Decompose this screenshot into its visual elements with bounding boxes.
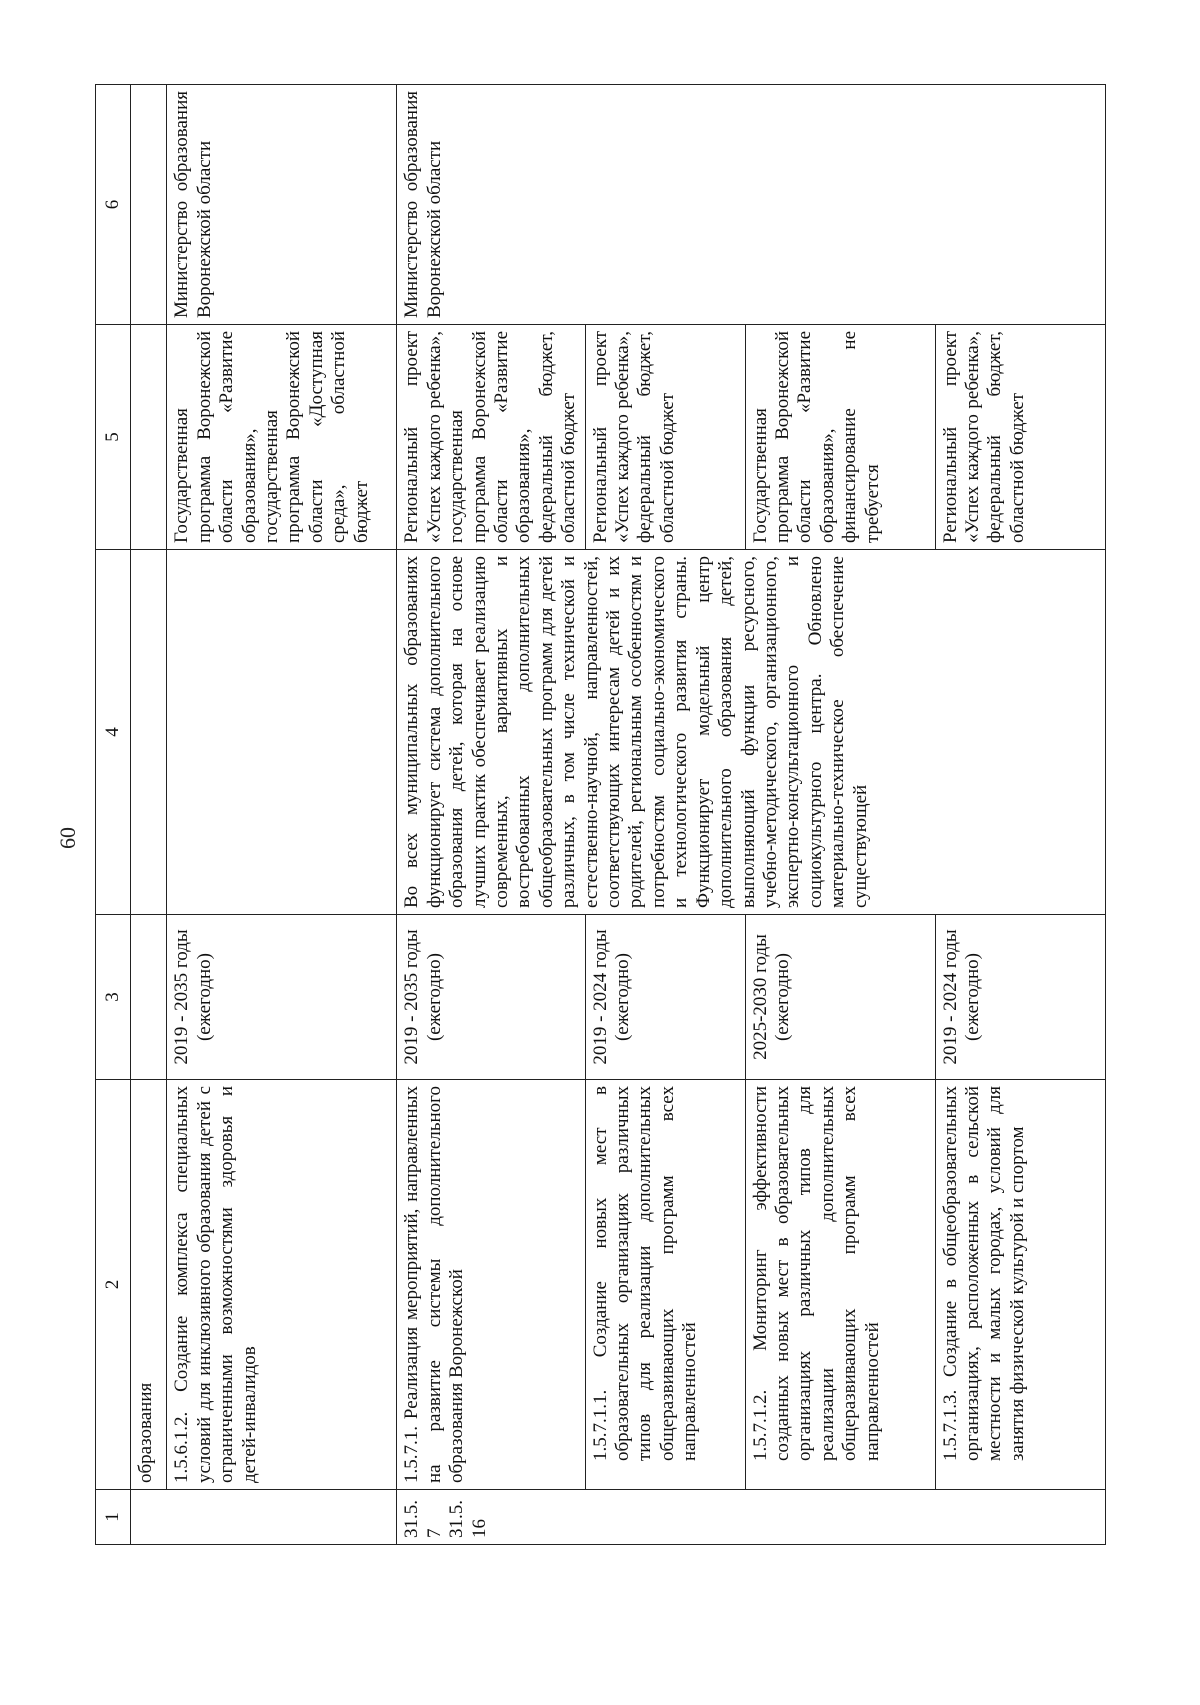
cell-measure: 1.5.7.1. Реализация мероприятий, направленных на развитие системы дополнительного образования Воронежской [397, 1080, 585, 1490]
rotated-table-frame [95, 85, 1155, 1545]
table-row [397, 85, 585, 1545]
cell-num [131, 1490, 167, 1545]
measures-table [95, 84, 1106, 1545]
header-row [96, 85, 131, 1545]
cell-executor: Министерство образования Воронежской области [397, 85, 1105, 325]
cell-source: Государственная программа Воронежской области «Развитие образования», государственная программа Воронежской области «Доступная среда», областной бюджет [167, 325, 397, 550]
cell-measure: 1.5.7.1.1. Создание новых мест в образовательных организациях различных типов для реализации дополнительных общеразвивающих программ всех направленностей [585, 1080, 745, 1490]
cell-period: 2019 - 2035 годы (ежегодно) [167, 915, 397, 1080]
page-number: 60 [55, 827, 80, 849]
cell-result: Во всех муниципальных образованиях функционирует система дополнительного образования детей, которая на основе лучших практик обеспечивает реализацию современных, вариативных и востребованных дополнительных общеобразовательных программ для детей различных, в том числе технической и естественно-научной, направленностей, соответствующих интересам детей и их родителей, региональным особенностям и потребностям социально-экономического и технологического развития страны. Функционирует модельный центр дополнительного образования детей, выполняющий функции ресурсного, учебно-методического, организационного, экспертно-консультационного и социокультурного центра. Обновлено материально-техническое обеспечение существующей [397, 550, 1105, 915]
cell-num [167, 1490, 397, 1545]
cell-measure: 1.5.7.1.3. Создание в общеобразовательных организациях, расположенных в сельской местности и малых городах, условий для занятия физической культурой и спортом [935, 1080, 1105, 1490]
col-header-1: 1 [96, 1490, 131, 1545]
cell-result [131, 550, 167, 915]
table-landscape [95, 85, 1155, 1545]
col-header-3: 3 [96, 915, 131, 1080]
cell-num: 31.5.7 31.5.16 [397, 1490, 1105, 1545]
cell-source: Региональный проект «Успех каждого ребенка», государственная программа Воронежской области «Развитие образования», федеральный бюджет, областной бюджет [397, 325, 585, 550]
cell-source [131, 325, 167, 550]
cell-measure: 1.5.6.1.2. Создание комплекса специальных условий для инклюзивного образования детей с ограниченными возможностями здоровья и детей-инвалидов [167, 1080, 397, 1490]
cell-measure: образования [131, 1080, 167, 1490]
col-header-2: 2 [96, 1080, 131, 1490]
cell-period: 2019 - 2024 годы (ежегодно) [935, 915, 1105, 1080]
cell-source: Региональный проект «Успех каждого ребенка», федеральный бюджет, областной бюджет [585, 325, 745, 550]
col-header-4: 4 [96, 550, 131, 915]
cell-executor: Министерство образования Воронежской области [167, 85, 397, 325]
cell-period: 2019 - 2035 годы (ежегодно) [397, 915, 585, 1080]
cell-period [131, 915, 167, 1080]
cell-executor [131, 85, 167, 325]
table-row [167, 85, 397, 1545]
col-header-5: 5 [96, 325, 131, 550]
cell-period: 2019 - 2024 годы (ежегодно) [585, 915, 745, 1080]
table-row [131, 85, 167, 1545]
cell-period: 2025-2030 годы (ежегодно) [745, 915, 935, 1080]
cell-source: Государственная программа Воронежской области «Развитие образования», финансирование не требуется [745, 325, 935, 550]
cell-source: Региональный проект «Успех каждого ребенка», федеральный бюджет, областной бюджет [935, 325, 1105, 550]
cell-result [167, 550, 397, 915]
cell-measure: 1.5.7.1.2. Мониторинг эффективности созданных новых мест в образовательных организациях различных типов для реализации дополнительных общеразвивающих программ всех направленностей [745, 1080, 935, 1490]
col-header-6: 6 [96, 85, 131, 325]
